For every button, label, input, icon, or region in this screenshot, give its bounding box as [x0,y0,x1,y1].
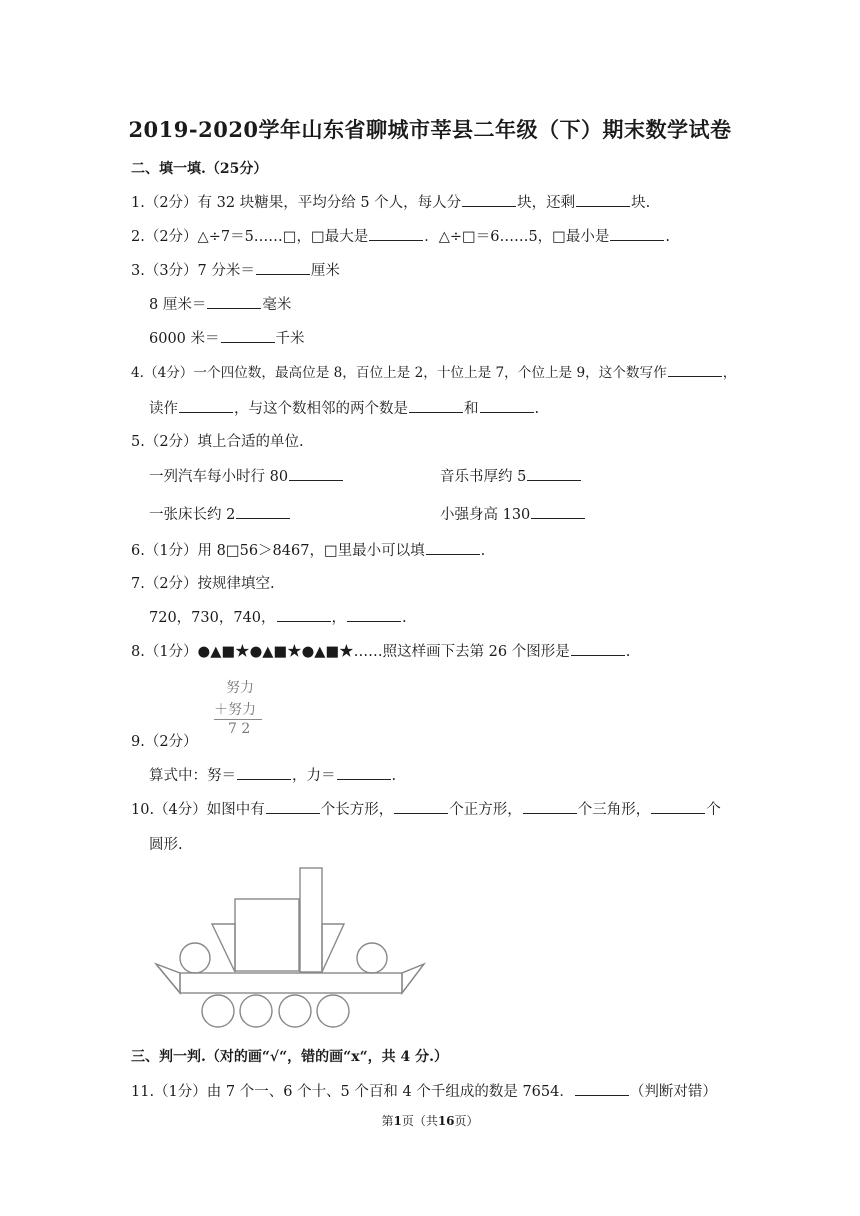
wheel-3 [279,995,311,1027]
circle-top-right [357,943,387,973]
section-fill-in-heading: 二、填一填.（25分） [131,161,268,177]
long-rectangle [180,973,402,993]
answer-blank[interactable] [480,398,534,413]
question-9-line-2: 算式中：努＝ ，力＝ . [149,764,396,785]
wheel-2 [240,995,272,1027]
answer-blank[interactable] [426,540,480,555]
wheel-1 [202,995,234,1027]
question-11: 11.（1分）由 7 个一、6 个十、5 个百和 4 个千组成的数是 7654． （判断对错） [131,1080,717,1101]
question-4: 4.（4分）一个四位数，最高位是 8，百位上是 2，十位上是 7，个位上是 9，这个数写作 ， [131,361,736,381]
question-5-item-4: 小强身高 130 [440,503,586,524]
answer-blank[interactable] [369,226,423,241]
question-4-line-2: 读作 ，与这个数相邻的两个数是 和 . [149,397,539,418]
square [235,899,299,971]
wheel-4 [317,995,349,1027]
answer-blank[interactable] [256,260,310,275]
answer-blank[interactable] [527,466,581,481]
answer-blank[interactable] [237,765,291,780]
question-9: 9.（2分） [131,734,198,750]
answer-blank[interactable] [571,641,625,656]
answer-blank[interactable] [610,226,664,241]
question-1: 1.（2分）有 32 块糖果，平均分给 5 个人，每人分 块，还剩 块. [131,191,650,212]
question-5-item-3: 一张床长约 2 [149,503,291,524]
question-5: 5.（2分）填上合适的单位. [131,434,304,450]
question-7-line-2: 720，730，740， ， . [149,606,407,627]
question-3-line-2: 8 厘米＝ 毫米 [149,293,291,314]
answer-blank[interactable] [207,294,261,309]
answer-blank[interactable] [337,765,391,780]
question-8: 8.（1分）●▲■★●▲■★●▲■★……照这样画下去第 26 个图形是 . [131,640,630,661]
answer-blank[interactable] [575,1081,629,1096]
vertical-addition-figure [206,675,266,743]
answer-blank[interactable] [179,398,233,413]
answer-blank[interactable] [576,192,630,207]
tall-rectangle [300,868,322,972]
answer-blank[interactable] [462,192,516,207]
sum: 7 2 [228,721,251,737]
shapes-figure [150,866,430,1034]
question-7: 7.（2分）按规律填空. [131,576,275,592]
answer-blank[interactable] [221,328,275,343]
answer-blank[interactable] [347,607,401,622]
question-10-line-2: 圆形. [149,837,183,853]
question-2: 2.（2分）△÷7＝5……□，□最大是 ．△÷□＝6……5，□最小是 . [131,225,670,246]
addend-2: ＋努力 [214,702,256,718]
answer-blank[interactable] [236,504,290,519]
answer-blank[interactable] [266,799,320,814]
sum-line [214,719,262,720]
question-5-item-1: 一列汽车每小时行 80 [149,465,344,486]
answer-blank[interactable] [409,398,463,413]
answer-blank[interactable] [289,466,343,481]
page-number: 1 [393,1114,402,1128]
answer-blank[interactable] [523,799,577,814]
answer-blank[interactable] [394,799,448,814]
page-title: 2019-2020学年山东省聊城市莘县二年级（下）期末数学试卷 [128,117,732,142]
circle-top-left [180,943,210,973]
question-10: 10.（4分）如图中有 个长方形， 个正方形， 个三角形， 个 [131,798,721,819]
answer-blank[interactable] [531,504,585,519]
triangle-left-small [212,924,235,972]
question-3-line-3: 6000 米＝ 千米 [149,327,305,348]
question-6: 6.（1分）用 8□56＞8467，□里最小可以填 . [131,539,485,560]
question-5-item-2: 音乐书厚约 5 [440,465,582,486]
answer-blank[interactable] [668,362,722,377]
answer-blank[interactable] [277,607,331,622]
addend-1: 努力 [226,680,254,696]
answer-blank[interactable] [651,799,705,814]
total-pages: 16 [437,1114,455,1128]
question-3: 3.（3分）7 分米＝ 厘米 [131,259,340,280]
page-footer: 第1页（共16页） [381,1114,479,1128]
triangle-right-small [322,924,344,972]
section-judge-heading: 三、判一判.（对的画“√“，错的画“x“，共 4 分.） [131,1049,448,1065]
